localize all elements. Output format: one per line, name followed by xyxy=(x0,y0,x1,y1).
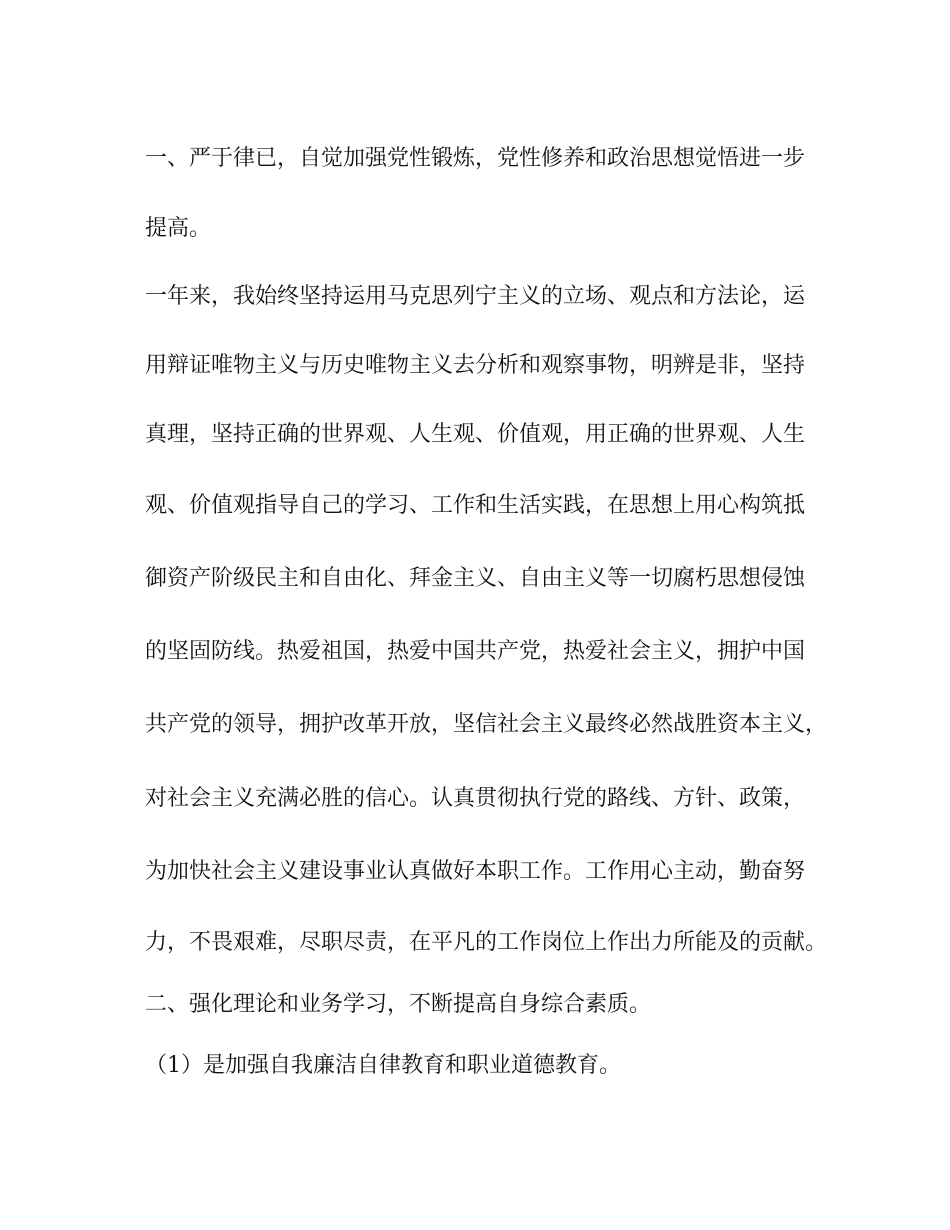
text-line: 真理，坚持正确的世界观、人生观、价值观，用正确的世界观、人生 xyxy=(145,422,806,447)
text-line: 用辩证唯物主义与历史唯物主义去分析和观察事物，明辨是非，坚持 xyxy=(145,353,806,378)
text-line: 的坚固防线。热爱祖国，热爱中国共产党，热爱社会主义，拥护中国 xyxy=(145,639,806,664)
text-line: 共产党的领导，拥护改革开放，坚信社会主义最终必然战胜资本主义， xyxy=(145,712,828,737)
text-line: （1）是加强自我廉洁自律教育和职业道德教育。 xyxy=(145,1053,621,1078)
text-line: 御资产阶级民主和自由化、拜金主义、自由主义等一切腐朽思想侵蚀 xyxy=(145,566,806,591)
text-line: 观、价值观指导自己的学习、工作和生活实践，在思想上用心构筑抵 xyxy=(145,493,806,518)
text-line: 对社会主义充满必胜的信心。认真贯彻执行党的路线、方针、政策， xyxy=(145,786,806,811)
text-line: 为加快社会主义建设事业认真做好本职工作。工作用心主动，勤奋努 xyxy=(145,859,806,884)
text-line: 提高。 xyxy=(145,216,212,241)
text-line: 力，不畏艰难，尽职尽责，在平凡的工作岗位上作出力所能及的贡献。 xyxy=(145,930,828,955)
section-heading: 二、强化理论和业务学习，不断提高自身综合素质。 xyxy=(145,992,652,1017)
text-line: 一、严于律已，自觉加强党性锻炼，党性修养和政治思想觉悟进一步 xyxy=(145,146,806,171)
text-line: 一年来，我始终坚持运用马克思列宁主义的立场、观点和方法论，运 xyxy=(145,284,806,309)
